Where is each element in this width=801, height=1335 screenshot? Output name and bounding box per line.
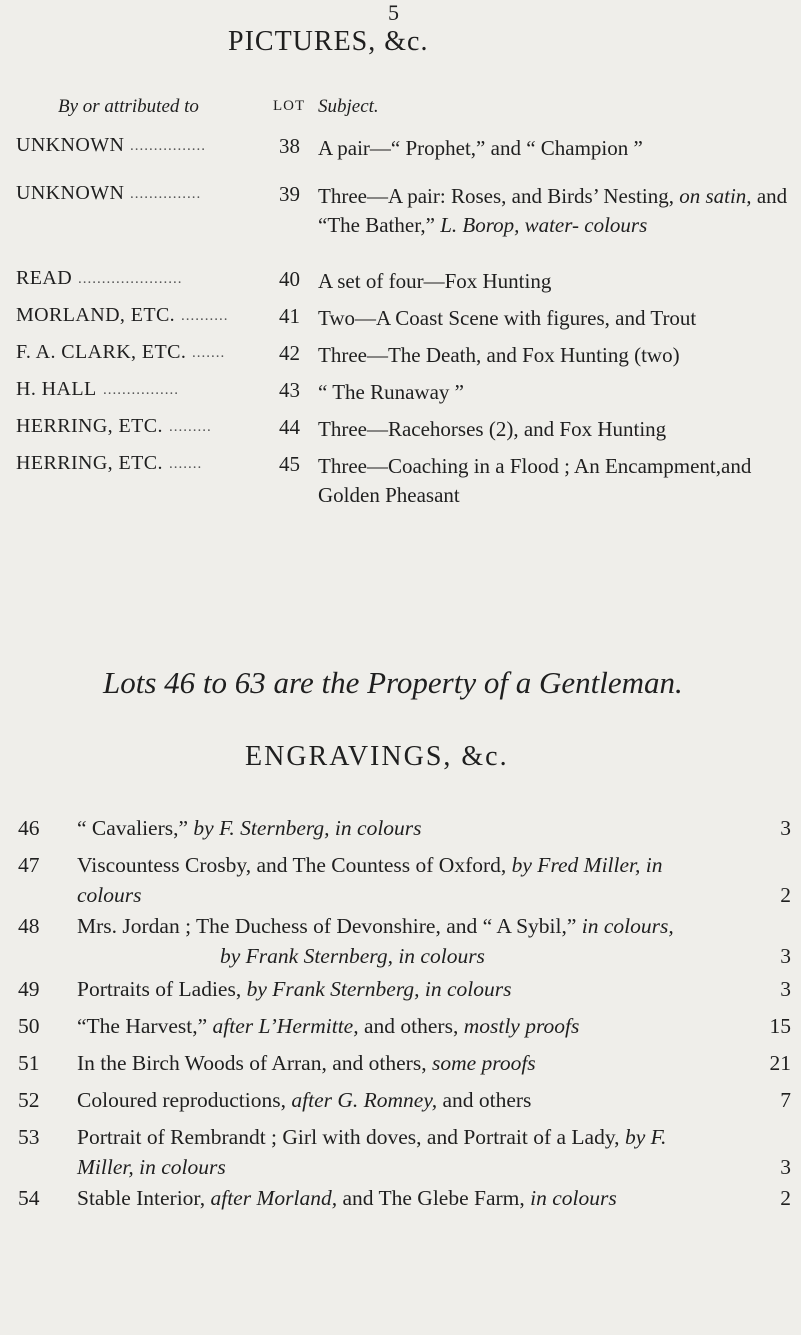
running-head: PICTURES, &c. <box>228 26 429 57</box>
column-header-subject: Subject. <box>318 96 379 117</box>
engraving-description-cont: by Frank Sternberg, in colours <box>220 944 485 968</box>
column-header-lot: LOT <box>273 98 306 114</box>
lot-number: 46 <box>18 816 40 840</box>
lot-number: 48 <box>18 914 40 938</box>
lot-number: 39 <box>279 182 300 206</box>
quantity: 3 <box>780 944 791 968</box>
subject-text: Two—A Coast Scene with figures, and Trout <box>318 306 697 330</box>
subject-text: A set of four—Fox Hunting <box>318 269 552 293</box>
subject-text: Three—Coaching in a Flood ; An Encampment,and Golden Pheasant <box>318 454 752 507</box>
lot-number: 45 <box>279 452 300 476</box>
engraving-description: “The Harvest,” after L’Hermitte, and others, mostly proofs <box>77 1014 580 1038</box>
engraving-description: “ Cavaliers,” by F. Sternberg, in colours <box>77 816 422 840</box>
artist-name: UNKNOWN <box>16 134 125 156</box>
subject-text: Three—A pair: Roses, and Birds’ Nesting, on satin, and “The Bather,” L. Borop, water- colours <box>318 184 788 237</box>
lot-number: 44 <box>279 415 300 439</box>
lot-number: 40 <box>279 267 300 291</box>
subject-text: Three—Racehorses (2), and Fox Hunting <box>318 417 667 441</box>
quantity: 3 <box>780 816 791 840</box>
artist-name: HERRING, ETC. <box>16 452 163 474</box>
engraving-description: Stable Interior, after Morland, and The Glebe Farm, in colours <box>77 1186 617 1210</box>
dot-leader: ......... <box>169 419 212 435</box>
property-note: Lots 46 to 63 are the Property of a Gentleman. <box>103 665 683 700</box>
lot-number: 41 <box>279 304 300 328</box>
artist-name: MORLAND, ETC. <box>16 304 176 326</box>
quantity: 21 <box>769 1051 791 1075</box>
engraving-description-cont: colours <box>77 883 142 907</box>
artist-name: UNKNOWN <box>16 182 125 204</box>
page-number: 5 <box>388 0 399 25</box>
lot-number: 50 <box>18 1014 40 1038</box>
dot-leader: ................ <box>103 382 179 398</box>
artist-name: HERRING, ETC. <box>16 415 163 437</box>
subject-text: “ The Runaway ” <box>318 380 464 404</box>
quantity: 2 <box>780 883 791 907</box>
engraving-description: Mrs. Jordan ; The Duchess of Devonshire, and “ A Sybil,” in colours, <box>77 914 674 938</box>
lot-number: 53 <box>18 1125 40 1149</box>
quantity: 7 <box>780 1088 791 1112</box>
lot-number: 43 <box>279 378 300 402</box>
dot-leader: .......... <box>181 308 229 324</box>
lot-number: 54 <box>18 1186 40 1210</box>
quantity: 2 <box>780 1186 791 1210</box>
lot-number: 49 <box>18 977 40 1001</box>
artist-name: F. A. CLARK, ETC. <box>16 341 187 363</box>
lot-number: 42 <box>279 341 300 365</box>
engraving-description: Portraits of Ladies, by Frank Sternberg, in colours <box>77 977 512 1001</box>
lot-number: 52 <box>18 1088 40 1112</box>
lot-number: 47 <box>18 853 40 877</box>
engraving-description: Coloured reproductions, after G. Romney, and others <box>77 1088 532 1112</box>
engravings-heading: ENGRAVINGS, &c. <box>245 741 509 772</box>
lot-number: 51 <box>18 1051 40 1075</box>
artist-name: READ <box>16 267 73 289</box>
dot-leader: ................ <box>130 138 206 154</box>
engraving-description: In the Birch Woods of Arran, and others, some proofs <box>77 1051 536 1075</box>
subject-text: A pair—“ Prophet,” and “ Champion ” <box>318 136 643 160</box>
engraving-description: Viscountess Crosby, and The Countess of Oxford, by Fred Miller, in <box>77 853 663 877</box>
lot-number: 38 <box>279 134 300 158</box>
quantity: 3 <box>780 1155 791 1179</box>
dot-leader: ............... <box>130 186 202 202</box>
dot-leader: ...................... <box>78 271 183 287</box>
engraving-description: Portrait of Rembrandt ; Girl with doves, and Portrait of a Lady, by F. <box>77 1125 667 1149</box>
column-header-artist: By or attributed to <box>58 96 199 117</box>
dot-leader: ....... <box>192 345 226 361</box>
dot-leader: ....... <box>169 456 203 472</box>
quantity: 15 <box>769 1014 791 1038</box>
subject-text: Three—The Death, and Fox Hunting (two) <box>318 343 680 367</box>
artist-name: H. HALL <box>16 378 97 400</box>
quantity: 3 <box>780 977 791 1001</box>
engraving-description-cont: Miller, in colours <box>77 1155 226 1179</box>
